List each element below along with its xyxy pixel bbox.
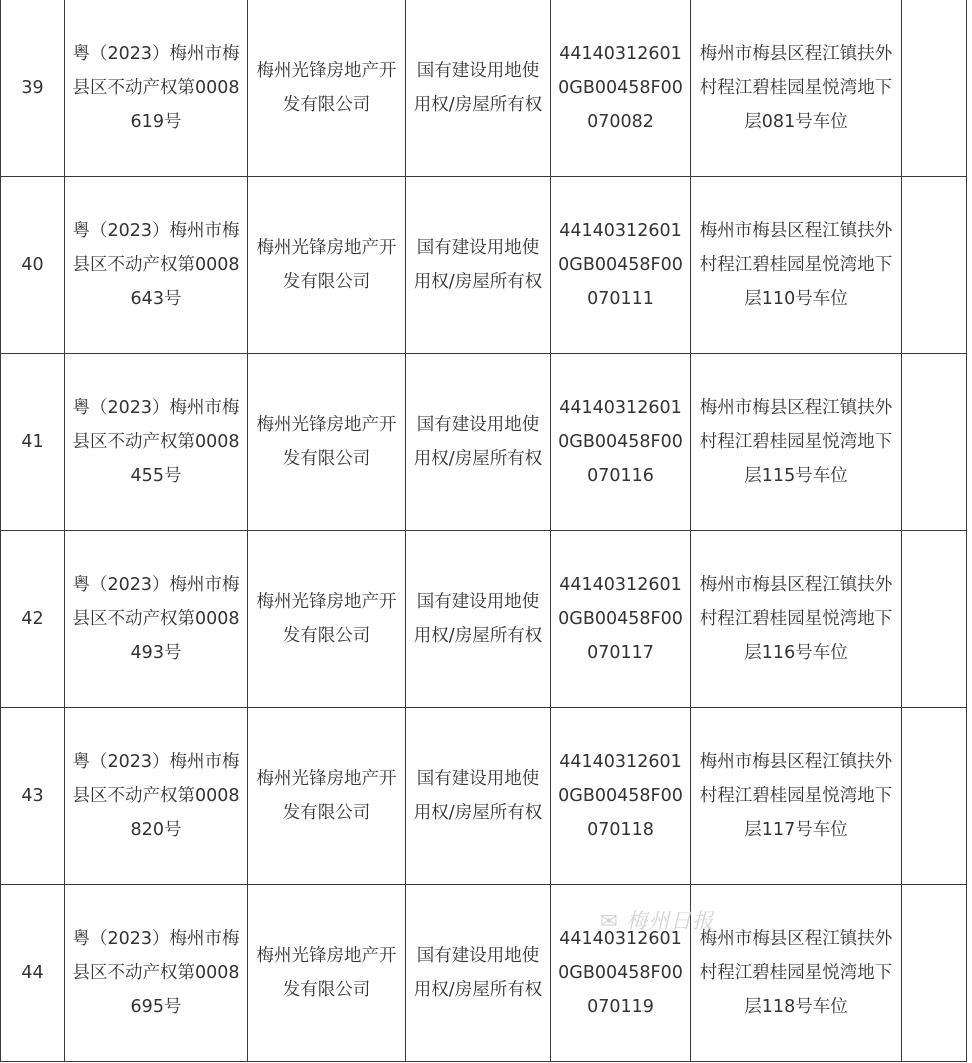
owner-name: 梅州光锋房地产开发有限公司 xyxy=(248,531,406,708)
unit-number: 441403126010GB00458F00070116 xyxy=(551,354,691,531)
unit-number: 441403126010GB00458F00070118 xyxy=(551,708,691,885)
table-row xyxy=(1,885,967,1062)
unit-number: 441403126010GB00458F00070117 xyxy=(551,531,691,708)
table-row xyxy=(1,354,967,531)
table-row xyxy=(1,177,967,354)
certificate-number: 粤（2023）梅州市梅县区不动产权第0008619号 xyxy=(65,0,248,177)
right-type: 国有建设用地使用权/房屋所有权 xyxy=(406,0,551,177)
watermark-text: 梅州日报 xyxy=(626,909,715,933)
certificate-number: 粤（2023）梅州市梅县区不动产权第0008695号 xyxy=(65,885,248,1062)
table-row xyxy=(1,0,967,177)
certificate-number: 粤（2023）梅州市梅县区不动产权第0008820号 xyxy=(65,708,248,885)
right-type: 国有建设用地使用权/房屋所有权 xyxy=(406,885,551,1062)
remark xyxy=(902,177,967,354)
certificate-number: 粤（2023）梅州市梅县区不动产权第0008493号 xyxy=(65,531,248,708)
property-location: 梅州市梅县区程江镇扶外村程江碧桂园星悦湾地下层116号车位 xyxy=(691,531,902,708)
right-type: 国有建设用地使用权/房屋所有权 xyxy=(406,708,551,885)
remark xyxy=(902,531,967,708)
property-location: 梅州市梅县区程江镇扶外村程江碧桂园星悦湾地下层081号车位 xyxy=(691,0,902,177)
certificate-number: 粤（2023）梅州市梅县区不动产权第0008643号 xyxy=(65,177,248,354)
property-location: 梅州市梅县区程江镇扶外村程江碧桂园星悦湾地下层110号车位 xyxy=(691,177,902,354)
row-number: 39 xyxy=(1,0,65,177)
property-location: 梅州市梅县区程江镇扶外村程江碧桂园星悦湾地下层118号车位 xyxy=(691,885,902,1062)
remark xyxy=(902,885,967,1062)
remark xyxy=(902,708,967,885)
row-number: 43 xyxy=(1,708,65,885)
row-number: 42 xyxy=(1,531,65,708)
table-row xyxy=(1,708,967,885)
row-number: 41 xyxy=(1,354,65,531)
unit-number: 441403126010GB00458F00070082 xyxy=(551,0,691,177)
certificate-number: 粤（2023）梅州市梅县区不动产权第0008455号 xyxy=(65,354,248,531)
property-location: 梅州市梅县区程江镇扶外村程江碧桂园星悦湾地下层115号车位 xyxy=(691,354,902,531)
property-location: 梅州市梅县区程江镇扶外村程江碧桂园星悦湾地下层117号车位 xyxy=(691,708,902,885)
remark xyxy=(902,354,967,531)
unit-number: 441403126010GB00458F00070111 xyxy=(551,177,691,354)
unit-number: 441403126010GB00458F00070119 xyxy=(551,885,691,1062)
owner-name: 梅州光锋房地产开发有限公司 xyxy=(248,0,406,177)
watermark-logo-icon: ✉ xyxy=(600,909,619,933)
row-number: 40 xyxy=(1,177,65,354)
right-type: 国有建设用地使用权/房屋所有权 xyxy=(406,531,551,708)
table-row xyxy=(1,531,967,708)
owner-name: 梅州光锋房地产开发有限公司 xyxy=(248,708,406,885)
right-type: 国有建设用地使用权/房屋所有权 xyxy=(406,177,551,354)
row-number: 44 xyxy=(1,885,65,1062)
right-type: 国有建设用地使用权/房屋所有权 xyxy=(406,354,551,531)
owner-name: 梅州光锋房地产开发有限公司 xyxy=(248,885,406,1062)
owner-name: 梅州光锋房地产开发有限公司 xyxy=(248,354,406,531)
owner-name: 梅州光锋房地产开发有限公司 xyxy=(248,177,406,354)
remark xyxy=(902,0,967,177)
